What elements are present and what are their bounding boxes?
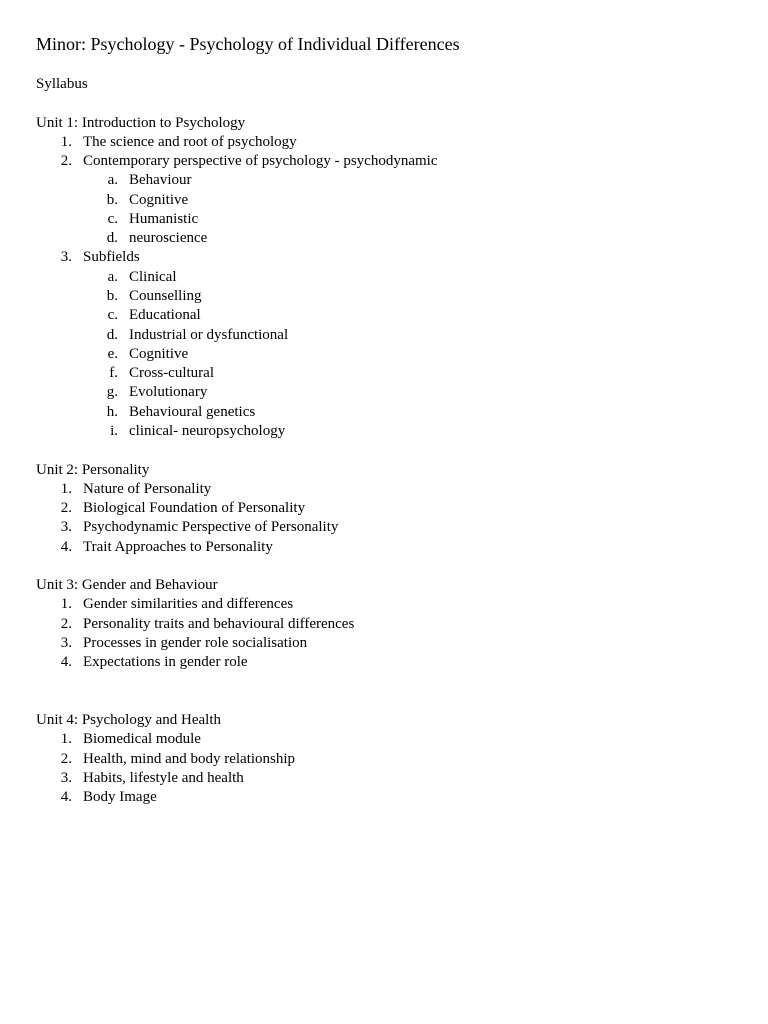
unit-3-item-3-marker: 3. bbox=[60, 635, 72, 651]
unit-1-item-3-sub-d-marker: d. bbox=[106, 327, 118, 343]
unit-1-item-2-sub-d-marker: d. bbox=[106, 230, 118, 246]
unit-1-item-3-sub-g: Evolutionary bbox=[129, 384, 208, 400]
unit-3-heading: Unit 3: Gender and Behaviour bbox=[36, 577, 218, 593]
unit-2-item-4-marker: 4. bbox=[60, 539, 72, 555]
unit-1-item-3-sub-d: Industrial or dysfunctional bbox=[129, 327, 289, 343]
unit-1-item-1: The science and root of psychology bbox=[83, 134, 297, 150]
unit-1-item-2: Contemporary perspective of psychology - psychodynamic bbox=[83, 153, 438, 169]
unit-1-item-3-sub-a: Clinical bbox=[129, 269, 177, 285]
unit-2-item-4: Trait Approaches to Personality bbox=[83, 539, 273, 555]
unit-1-item-2-sub-b-marker: b. bbox=[106, 192, 118, 208]
document-title: Minor: Psychology - Psychology of Individual Differences bbox=[36, 34, 460, 54]
unit-1-item-2-marker: 2. bbox=[60, 153, 72, 169]
unit-1-item-2-sub-c: Humanistic bbox=[129, 211, 199, 227]
unit-1-item-3-sub-b: Counselling bbox=[129, 288, 202, 304]
unit-1-item-2-sub-d: neuroscience bbox=[129, 230, 208, 246]
unit-4-item-4: Body Image bbox=[83, 789, 157, 805]
unit-1-item-3-sub-h-marker: h. bbox=[106, 404, 118, 420]
unit-1-item-3-sub-b-marker: b. bbox=[106, 288, 118, 304]
unit-1-item-3-sub-i-marker: i. bbox=[110, 423, 118, 439]
unit-1-item-3-sub-e: Cognitive bbox=[129, 346, 189, 362]
unit-2-item-3: Psychodynamic Perspective of Personality bbox=[83, 519, 339, 535]
unit-1-item-3-marker: 3. bbox=[60, 249, 72, 265]
unit-1-item-3-sub-c: Educational bbox=[129, 307, 201, 323]
unit-3-item-1: Gender similarities and differences bbox=[83, 596, 294, 612]
unit-3-item-4: Expectations in gender role bbox=[83, 654, 248, 670]
unit-3-item-1-marker: 1. bbox=[60, 596, 72, 612]
unit-1-item-2-sub-a: Behaviour bbox=[129, 172, 192, 188]
unit-1-item-3-sub-g-marker: g. bbox=[106, 384, 118, 400]
unit-1-item-3: Subfields bbox=[83, 249, 140, 265]
unit-1-item-3-sub-e-marker: e. bbox=[107, 346, 118, 362]
unit-2-item-1-marker: 1. bbox=[60, 481, 72, 497]
unit-1-item-3-sub-f-marker: f. bbox=[109, 365, 118, 381]
unit-3-item-3: Processes in gender role socialisation bbox=[83, 635, 308, 651]
unit-1-item-2-sub-c-marker: c. bbox=[107, 211, 118, 227]
unit-1-item-3-sub-i: clinical- neuropsychology bbox=[129, 423, 286, 439]
unit-1-item-3-sub-f: Cross-cultural bbox=[129, 365, 214, 381]
unit-4-item-1: Biomedical module bbox=[83, 731, 201, 747]
unit-3-item-2-marker: 2. bbox=[60, 616, 72, 632]
unit-1-item-3-sub-c-marker: c. bbox=[107, 307, 118, 323]
unit-1-heading: Unit 1: Introduction to Psychology bbox=[36, 115, 246, 131]
unit-2-item-3-marker: 3. bbox=[60, 519, 72, 535]
unit-4-item-4-marker: 4. bbox=[60, 789, 72, 805]
unit-2-item-2: Biological Foundation of Personality bbox=[83, 500, 306, 516]
unit-3-item-2: Personality traits and behavioural differences bbox=[83, 616, 355, 632]
unit-4-item-1-marker: 1. bbox=[60, 731, 72, 747]
unit-1-item-3-sub-a-marker: a. bbox=[107, 269, 118, 285]
unit-2-item-1: Nature of Personality bbox=[83, 481, 212, 497]
unit-4-heading: Unit 4: Psychology and Health bbox=[36, 712, 221, 728]
unit-1-item-2-sub-a-marker: a. bbox=[107, 172, 118, 188]
unit-4-item-3-marker: 3. bbox=[60, 770, 72, 786]
unit-4-item-2-marker: 2. bbox=[60, 751, 72, 767]
unit-2-heading: Unit 2: Personality bbox=[36, 462, 150, 478]
unit-1-item-2-sub-b: Cognitive bbox=[129, 192, 189, 208]
unit-2-item-2-marker: 2. bbox=[60, 500, 72, 516]
unit-3-item-4-marker: 4. bbox=[60, 654, 72, 670]
unit-1-item-3-sub-h: Behavioural genetics bbox=[129, 404, 256, 420]
unit-4-item-2: Health, mind and body relationship bbox=[83, 751, 296, 767]
unit-4-item-3: Habits, lifestyle and health bbox=[83, 770, 244, 786]
syllabus-label: Syllabus bbox=[36, 76, 88, 92]
unit-1-item-1-marker: 1. bbox=[60, 134, 72, 150]
